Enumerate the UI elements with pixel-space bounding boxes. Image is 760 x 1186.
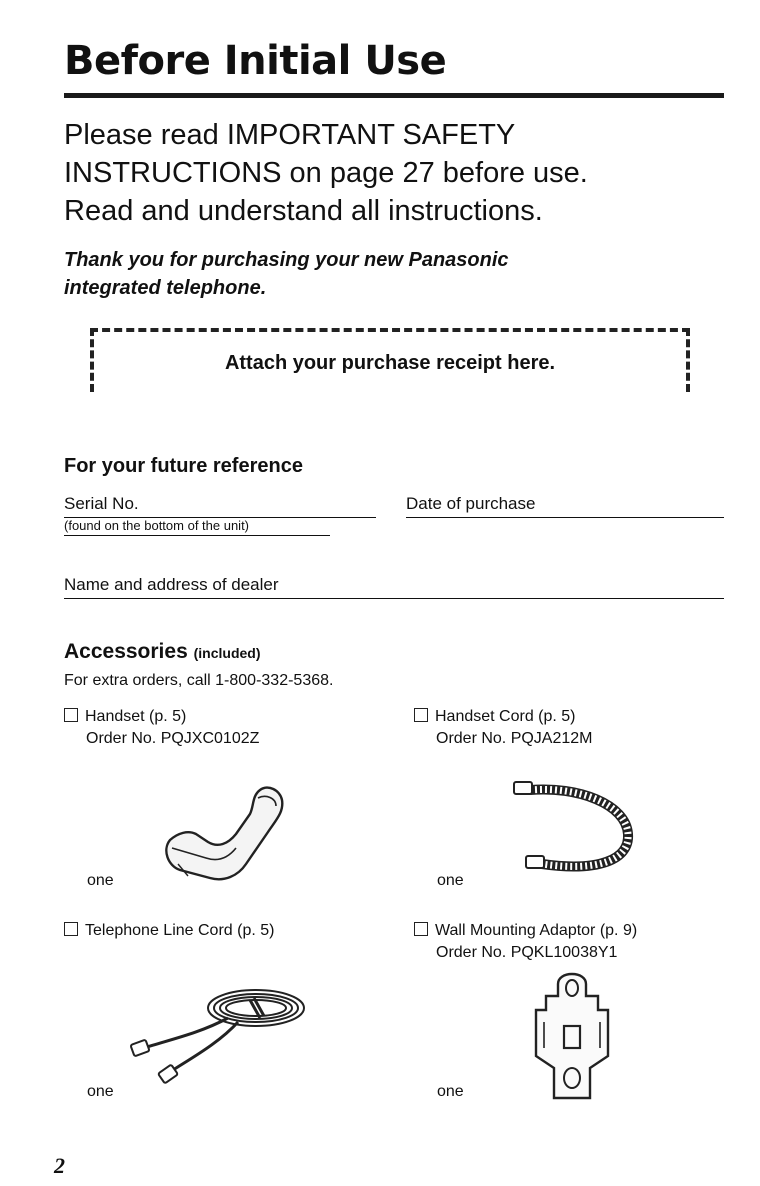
accessory-quantity: one: [87, 1083, 114, 1100]
accessory-item-handset-cord: [414, 706, 593, 750]
serial-number-note: (found on the bottom of the unit): [64, 518, 330, 536]
checkbox: [414, 708, 428, 722]
accessory-item-line-cord: [64, 920, 274, 942]
title-rule: [64, 93, 724, 98]
safety-notice-line: Read and understand all instructions.: [64, 195, 543, 227]
accessory-quantity: one: [437, 872, 464, 889]
checkbox: [64, 922, 78, 936]
handset-icon: [158, 778, 288, 890]
accessory-name: Handset Cord (p. 5): [435, 708, 576, 725]
extra-orders-note: For extra orders, call 1-800-332-5368.: [64, 672, 334, 689]
accessory-quantity: one: [87, 872, 114, 889]
coiled-cord-icon: [508, 776, 638, 880]
accessories-heading: [64, 640, 261, 664]
checkbox: [64, 708, 78, 722]
accessories-title: Accessories: [64, 640, 188, 663]
wall-adaptor-icon: [524, 972, 620, 1102]
serial-number-field: Serial No.: [64, 494, 376, 518]
accessory-order-number: Order No. PQJXC0102Z: [86, 730, 260, 747]
accessory-name: Telephone Line Cord (p. 5): [85, 922, 275, 939]
thank-you-line: Thank you for purchasing your new Panasonic: [64, 249, 509, 271]
checkbox: [414, 922, 428, 936]
safety-notice-line: INSTRUCTIONS on page 27 before use.: [64, 157, 588, 189]
purchase-date-field: Date of purchase: [406, 494, 724, 518]
reference-heading: For your future reference: [64, 455, 303, 477]
accessory-item-handset: [64, 706, 259, 750]
accessory-order-number: Order No. PQKL10038Y1: [436, 944, 618, 961]
safety-notice: [64, 116, 724, 230]
receipt-label: Attach your purchase receipt here.: [224, 352, 556, 374]
thank-you-note: [64, 246, 664, 302]
line-cord-icon: [128, 974, 318, 1084]
accessory-name: Handset (p. 5): [85, 708, 187, 725]
dealer-field: Name and address of dealer: [64, 575, 724, 599]
accessory-name: Wall Mounting Adaptor (p. 9): [435, 922, 638, 939]
safety-notice-line: Please read IMPORTANT SAFETY: [64, 119, 516, 151]
accessory-order-number: Order No. PQJA212M: [436, 730, 593, 747]
page-title: Before Initial Use: [64, 38, 447, 84]
page-number: 2: [54, 1153, 65, 1178]
accessory-item-wall-adaptor: [414, 920, 637, 964]
accessory-quantity: one: [437, 1083, 464, 1100]
accessories-note: (included): [193, 645, 261, 661]
thank-you-line: integrated telephone.: [64, 277, 267, 299]
